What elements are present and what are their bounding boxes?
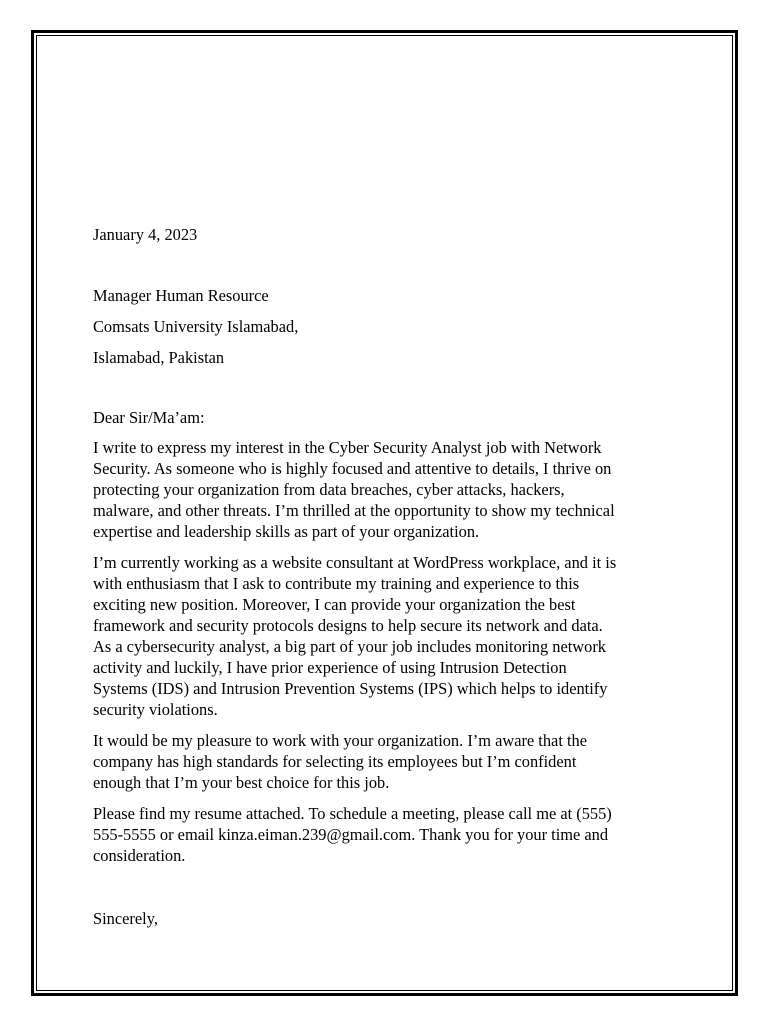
- paragraph-line: malware, and other threats. I’m thrilled at the opportunity to show my technical: [93, 501, 615, 520]
- paragraph-line: with enthusiasm that I ask to contribute my training and experience to this: [93, 574, 580, 593]
- salutation: Dear Sir/Ma’am:: [93, 408, 205, 427]
- paragraph-line: 555-5555 or email kinza.eiman.239@gmail.com. Thank you for your time and: [93, 825, 609, 844]
- paragraph-line: Systems (IDS) and Intrusion Prevention Systems (IPS) which helps to identify: [93, 679, 608, 698]
- paragraph-line: As a cybersecurity analyst, a big part of your job includes monitoring network: [93, 637, 606, 656]
- letter-date: January 4, 2023: [93, 225, 198, 244]
- paragraph-line: enough that I’m your best choice for this job.: [93, 773, 390, 792]
- paragraph-pleasure: [93, 730, 683, 793]
- paragraph-line: security violations.: [93, 700, 218, 719]
- paragraph-line: I’m currently working as a website consultant at WordPress workplace, and it is: [93, 553, 617, 572]
- recipient-location: Islamabad, Pakistan: [93, 348, 225, 367]
- paragraph-line: Security. As someone who is highly focused and attentive to details, I thrive on: [93, 459, 612, 478]
- paragraph-line: consideration.: [93, 846, 186, 865]
- paragraph-line: exciting new position. Moreover, I can provide your organization the best: [93, 595, 576, 614]
- paragraph-line: company has high standards for selecting its employees but I’m confident: [93, 752, 577, 771]
- paragraph-interest: [93, 437, 683, 542]
- paragraph-line: I write to express my interest in the Cyber Security Analyst job with Network: [93, 438, 602, 457]
- paragraph-line: It would be my pleasure to work with your organization. I’m aware that the: [93, 731, 588, 750]
- closing: Sincerely,: [93, 909, 158, 928]
- recipient-title: Manager Human Resource: [93, 286, 269, 305]
- recipient-organization: Comsats University Islamabad,: [93, 317, 299, 336]
- paragraph-line: protecting your organization from data breaches, cyber attacks, hackers,: [93, 480, 565, 499]
- paragraph-experience: [93, 552, 683, 720]
- cover-letter: [93, 224, 683, 929]
- paragraph-contact: [93, 803, 683, 866]
- paragraph-line: framework and security protocols designs to help secure its network and data.: [93, 616, 603, 635]
- paragraph-line: expertise and leadership skills as part of your organization.: [93, 522, 480, 541]
- paragraph-line: activity and luckily, I have prior experience of using Intrusion Detection: [93, 658, 567, 677]
- paragraph-line: Please find my resume attached. To schedule a meeting, please call me at (555): [93, 804, 612, 823]
